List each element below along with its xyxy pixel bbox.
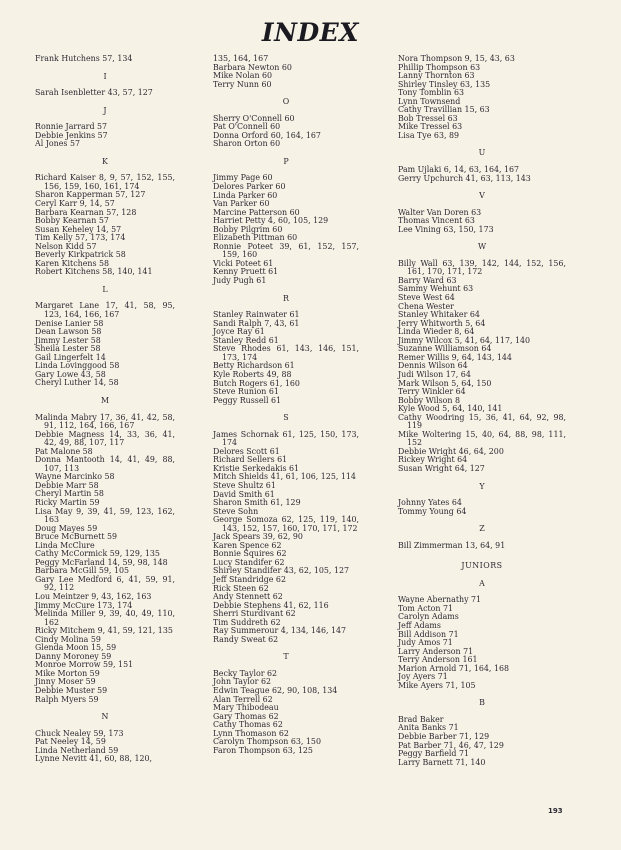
index-entry: Barbara McGill 59, 105 <box>35 566 130 576</box>
index-entry: Debbie Wright 46, 64, 200 <box>398 446 504 456</box>
index-entry: Steve Rhodes 61, 143, 146, 151, 173, 174 <box>213 344 359 362</box>
index-entry: Marion Arnold 71, 164, 168 <box>398 663 510 673</box>
index-group-heading: JUNIORS <box>461 561 503 571</box>
index-entry: Lisa May 9, 39, 41, 59, 123, 162, 163 <box>35 506 175 525</box>
index-entry: Lanny Thornton 63 <box>398 71 475 81</box>
index-entry: Andy Stennett 62 <box>213 592 283 602</box>
index-entry: Thomas Vincent 63 <box>398 216 475 226</box>
index-entry: Stanley Redd 61 <box>213 335 279 345</box>
index-entry: Edwin Teague 62, 90, 108, 134 <box>213 686 338 695</box>
index-entry: Marcine Patterson 60 <box>213 207 300 217</box>
index-entry: Sammy Wehunt 63 <box>398 284 474 294</box>
index-entry: Danny Moroney 59 <box>35 651 112 661</box>
index-entry: Sheila Lester 58 <box>35 344 101 354</box>
index-entry: Bill Addison 71 <box>398 629 459 639</box>
index-entry: Becky Taylor 62 <box>213 668 278 678</box>
index-entry: Doug Mayes 59 <box>35 523 98 533</box>
index-entry: Van Parker 60 <box>213 199 270 209</box>
index-entry: Cathy Thomas 62 <box>213 720 283 730</box>
index-entry: Nora Thompson 9, 15, 43, 63 <box>398 54 515 63</box>
index-entry: Ronnie Jarrard 57 <box>35 122 108 132</box>
index-entry: James Schornak 61, 125, 150, 173, 174 <box>213 429 359 448</box>
index-entry: Linda Netherland 59 <box>35 745 119 755</box>
index-entry: Walter Van Doren 63 <box>398 207 482 217</box>
index-entry: Barbara Newton 60 <box>213 62 292 72</box>
index-entry: Mary Thibodeau <box>213 703 279 713</box>
index-entry: Joyce Ray 61 <box>213 327 265 337</box>
index-letter-heading: I <box>103 71 107 81</box>
page-number: 193 <box>548 807 563 815</box>
index-entry: Rick Steen 62 <box>213 583 269 593</box>
index-entry: Judi Wilson 17, 64 <box>398 369 471 379</box>
index-entry: Linda McClure <box>35 540 95 550</box>
index-entry: Kenny Pruett 61 <box>213 267 279 277</box>
index-entry: Pat O'Connell 60 <box>213 122 281 132</box>
index-entry: Wayne Abernathy 71 <box>398 595 482 605</box>
index-entry: Steve Runion 61 <box>213 387 279 397</box>
index-entry: Al Jones 57 <box>35 139 80 149</box>
index-entry: Debbie Marr 58 <box>35 480 99 490</box>
index-entry: Ray Summerour 4, 134, 146, 147 <box>213 626 347 636</box>
index-entry: Rickey Wright 64 <box>398 455 468 465</box>
index-entry: Betty Richardson 61 <box>213 361 295 371</box>
index-entry: Mark Wilson 5, 64, 150 <box>398 378 492 388</box>
index-entry: Jimmy Page 60 <box>213 173 273 183</box>
index-letter-heading: A <box>479 578 485 588</box>
index-entry: Phillip Thompson 63 <box>398 62 481 72</box>
index-entry: Bobby Wilson 8 <box>398 395 461 405</box>
index-entry: Karen Spence 62 <box>213 540 282 550</box>
index-entry: Anita Banks 71 <box>398 723 459 733</box>
index-entry: Suzanne Williamson 64 <box>398 344 492 354</box>
index-entry: Gail Lingerfelt 14 <box>35 352 106 362</box>
index-entry: Alan Terrell 62 <box>213 694 273 704</box>
index-entry: Susan Keheley 14, 57 <box>35 224 122 234</box>
index-entry: Delores Scott 61 <box>213 446 280 456</box>
index-entry: Steve Shultz 61 <box>213 480 276 490</box>
index-letter-heading: S <box>283 413 289 423</box>
index-entry: Tommy Young 64 <box>398 506 467 516</box>
index-entry: Monroe Morrow 59, 151 <box>35 660 134 670</box>
index-entry: Cathy McCormick 59, 129, 135 <box>35 549 160 559</box>
index-entry: Richard Sellers 61 <box>213 455 288 465</box>
index-entry: Bob Tressel 63 <box>398 113 458 123</box>
index-entry: Delores Parker 60 <box>213 182 286 192</box>
index-entry: Richard Kaiser 8, 9, 57, 152, 155, 156, 159, 160, 161, 174 <box>35 173 175 191</box>
index-entry: Dennis Wilson 64 <box>398 361 468 371</box>
index-entry: Lou Meintzer 9, 43, 162, 163 <box>35 591 152 601</box>
index-entry: Gerry Upchurch 41, 63, 113, 143 <box>398 173 531 183</box>
index-letter-heading: N <box>101 712 109 722</box>
index-entry: Linda Parker 60 <box>213 190 278 200</box>
index-entry: Tony Tomblin 63 <box>398 88 465 98</box>
index-entry: Barry Ward 63 <box>398 275 457 285</box>
index-letter-heading: U <box>478 148 486 158</box>
index-letter-heading: Y <box>479 481 485 491</box>
index-entry: Jerry Whitworth 5, 64 <box>398 318 486 328</box>
index-entry: Jeff Adams <box>398 620 441 630</box>
index-entry: Linda Lovinggood 58 <box>35 361 120 371</box>
index-entry: Pat Malone 58 <box>35 446 93 456</box>
index-entry: Glenda Moon 15, 59 <box>35 643 117 653</box>
index-entry: Debbie Barber 71, 129 <box>398 732 490 741</box>
index-entry: Kristie Serkedakis 61 <box>213 463 300 473</box>
index-entry: Bill Zimmerman 13, 64, 91 <box>398 540 506 550</box>
index-entry: Jimmy Wilcox 5, 41, 64, 117, 140 <box>398 335 531 345</box>
index-entry: Lynn Thomason 62 <box>213 728 289 738</box>
index-entry: Billy Wall 63, 139, 142, 144, 152, 156, 161, 170, 171, 172 <box>398 258 566 277</box>
index-entry: Ceryl Karr 9, 14, 57 <box>35 199 115 209</box>
index-entry: Remer Willis 9, 64, 143, 144 <box>398 352 512 362</box>
index-entry: Randy Sweat 62 <box>213 634 279 644</box>
index-entry: Jinny Moser 59 <box>35 677 96 687</box>
index-entry: Wayne Marcinko 58 <box>35 472 115 482</box>
index-entry: Beverly Kirkpatrick 58 <box>35 250 126 260</box>
index-entry: Mike Nolan 60 <box>213 71 273 81</box>
index-entry: Bobby Pilgrim 60 <box>213 224 283 234</box>
index-entry: Johnny Yates 64 <box>398 498 462 508</box>
index-entry: Judy Amos 71 <box>398 638 453 648</box>
index-entry: Jimmy Lester 58 <box>35 335 101 345</box>
index-letter-heading: J <box>103 105 107 115</box>
index-entry: Debbie Magness 14, 33, 36, 41, 42, 49, 88, 107, 117 <box>35 429 175 448</box>
index-letter-heading: M <box>100 395 110 405</box>
index-entry: Terry Nunn 60 <box>213 79 272 89</box>
index-entry: Melinda Miller 9, 39, 40, 49, 110, 162 <box>35 609 175 627</box>
index-entry: Denise Lanier 58 <box>35 318 104 328</box>
index-column-1 <box>35 55 175 764</box>
index-entry: Gary Lee Medford 6, 41, 59, 91, 92, 112 <box>35 574 175 593</box>
index-entry: Lynn Townsend <box>398 96 461 106</box>
index-entry: Debbie Stephens 41, 62, 116 <box>213 600 329 610</box>
index-entry: Cathy Woodring 15, 36, 41, 64, 92, 98, 119 <box>398 412 566 431</box>
index-letter-heading: O <box>282 97 290 107</box>
index-entry: Ricky Mitchem 9, 41, 59, 121, 135 <box>35 626 173 636</box>
index-entry: Jeff Standridge 62 <box>213 574 286 584</box>
index-entry: Kyle Wood 5, 64, 140, 141 <box>398 404 503 414</box>
index-entry: Carolyn Thompson 63, 150 <box>213 737 321 747</box>
index-entry: Peggy Russell 61 <box>213 395 282 405</box>
index-entry: Mike Woltering 15, 40, 64, 88, 98, 111, 152 <box>398 429 566 448</box>
index-entry: Lee Vining 63, 150, 173 <box>398 224 494 234</box>
index-letter-heading: Z <box>479 524 485 534</box>
index-letter-heading: W <box>477 242 487 252</box>
index-entry: Dean Lawson 58 <box>35 327 102 337</box>
index-entry: Cheryl Luther 14, 58 <box>35 378 119 388</box>
index-entry: Pat Neeley 14, 59 <box>35 737 106 747</box>
index-entry: Mike Tressel 63 <box>398 122 463 132</box>
index-entry: Linda Wieder 8, 64 <box>398 327 475 337</box>
index-entry: Gary Thomas 62 <box>213 711 279 721</box>
index-entry: Sharon Orton 60 <box>213 139 281 149</box>
index-entry: Mike Morton 59 <box>35 668 100 678</box>
index-entry: Peggy Barfield 71 <box>398 749 470 759</box>
index-entry: Lucy Standifer 62 <box>213 557 285 567</box>
index-entry: Frank Hutchens 57, 134 <box>35 54 133 63</box>
index-entry: Bobby Kearnan 57 <box>35 216 109 226</box>
index-entry: Joy Ayers 71 <box>398 672 448 682</box>
index-entry: Vicki Poteet 61 <box>213 258 274 268</box>
index-entry: Pam Ujlaki 6, 14, 63, 164, 167 <box>398 165 520 175</box>
index-entry: Cindy Molina 59 <box>35 634 101 644</box>
index-letter-heading: R <box>283 293 289 303</box>
index-entry: Ronnie Poteet 39, 61, 152, 157, 159, 160 <box>213 241 359 260</box>
index-entry: Steve Sohn <box>213 506 259 516</box>
index-entry: Pat Barber 71, 46, 47, 129 <box>398 740 504 750</box>
index-entry: John Taylor 62 <box>213 677 271 687</box>
index-entry: Chena Wester <box>398 301 454 311</box>
index-entry: Terry Winkler 64 <box>398 387 466 397</box>
index-entry: Brad Baker <box>398 714 444 724</box>
index-entry: Malinda Mabry 17, 36, 41, 42, 58, 91, 112, 164, 166, 167 <box>35 412 175 431</box>
index-entry: Bruce McBurnett 59 <box>35 532 118 542</box>
index-entry: Sherri Sturdivant 62 <box>213 609 296 619</box>
index-entry: Debbie Jenkins 57 <box>35 130 108 140</box>
index-letter-heading: P <box>283 156 289 166</box>
index-entry: Sharon Smith 61, 129 <box>213 498 301 508</box>
index-entry: Judy Pugh 61 <box>213 276 267 286</box>
index-entry: Stanley Whitaker 64 <box>398 310 480 320</box>
index-entry: Ralph Myers 59 <box>35 694 99 704</box>
index-entry: Cathy Travillian 15, 63 <box>398 105 490 115</box>
index-entry: Bonnie Squires 62 <box>213 549 287 559</box>
index-entry: Chuck Nealey 59, 173 <box>35 728 124 738</box>
index-entry: Lisa Tye 63, 89 <box>398 130 460 140</box>
index-entry: Steve West 64 <box>398 293 455 303</box>
index-entry: Sherry O'Connell 60 <box>213 113 295 123</box>
index-column-3 <box>398 55 566 767</box>
index-entry: Kyle Roberts 49, 88 <box>213 369 292 379</box>
index-entry: Sarah Isenbletter 43, 57, 127 <box>35 88 153 98</box>
index-entry: Debbie Muster 59 <box>35 686 108 695</box>
index-entry: Faron Thompson 63, 125 <box>213 745 313 755</box>
index-entry: Gary Lowe 43, 58 <box>35 369 106 379</box>
index-entry: Tim Kelly 57, 173, 174 <box>35 233 126 243</box>
index-letter-heading: B <box>479 698 485 708</box>
index-letter-heading: V <box>479 191 485 201</box>
index-entry: Susan Wright 64, 127 <box>398 463 485 473</box>
index-entry: Larry Anderson 71 <box>398 646 474 656</box>
index-entry: Tim Suddreth 62 <box>213 617 281 627</box>
index-entry: Lynne Nevitt 41, 60, 88, 120, <box>35 754 153 764</box>
index-entry: Robert Kitchens 58, 140, 141 <box>35 267 153 277</box>
index-letter-heading: L <box>102 284 108 294</box>
index-entry: Ricky Martin 59 <box>35 497 100 507</box>
index-entry: Nelson Kidd 57 <box>35 241 97 251</box>
index-entry: Sharon Kapperman 57, 127 <box>35 190 146 200</box>
index-entry: Elizabeth Pittman 60 <box>213 233 298 243</box>
index-entry: Margaret Lane 17, 41, 58, 95, 123, 164, 166, 167 <box>35 301 175 320</box>
index-entry: Mitch Shields 41, 61, 106, 125, 114 <box>213 472 356 482</box>
index-entry: Donna Orford 60, 164, 167 <box>213 130 321 140</box>
index-entry: Butch Rogers 61, 160 <box>213 378 300 388</box>
index-entry: Mike Ayers 71, 105 <box>398 680 476 690</box>
index-entry: Carolyn Adams <box>398 612 459 622</box>
index-entry: Harriet Petty 4, 60, 105, 129 <box>213 216 329 226</box>
index-entry: Cheryl Martin 58 <box>35 489 104 499</box>
index-entry: Sandi Ralph 7, 43, 61 <box>213 318 300 328</box>
index-entry: Jimmy McCure 173, 174 <box>35 600 133 610</box>
index-entry: Shirley Standifer 43, 62, 105, 127 <box>213 566 350 576</box>
index-entry: David Smith 61 <box>213 489 275 499</box>
index-entry: Barbara Kearnan 57, 128 <box>35 207 137 217</box>
index-entry: Shirley Tinsley 63, 135 <box>398 79 491 89</box>
index-entry: Donna Mantooth 14, 41, 49, 88, 107, 113 <box>35 455 175 473</box>
index-letter-heading: T <box>283 652 289 662</box>
index-entry: Tom Acton 71 <box>398 603 454 613</box>
index-entry: George Somoza 62, 125, 119, 140, 143, 152, 157, 160, 170, 171, 172 <box>213 515 359 533</box>
index-entry: Peggy McFarland 14, 59, 98, 148 <box>35 557 168 567</box>
index-entry: Jack Spears 39, 62, 90 <box>213 532 303 542</box>
index-entry: Stanley Rainwater 61 <box>213 310 300 320</box>
index-column-2 <box>213 55 359 755</box>
page-title: INDEX <box>261 18 360 47</box>
index-entry: Terry Anderson 161 <box>398 655 478 665</box>
index-entry: Karen Kitchens 58 <box>35 258 110 268</box>
index-entry: Larry Barnett 71, 140 <box>398 757 486 767</box>
index-letter-heading: K <box>102 156 108 166</box>
index-entry: 135, 164, 167 <box>213 54 269 63</box>
